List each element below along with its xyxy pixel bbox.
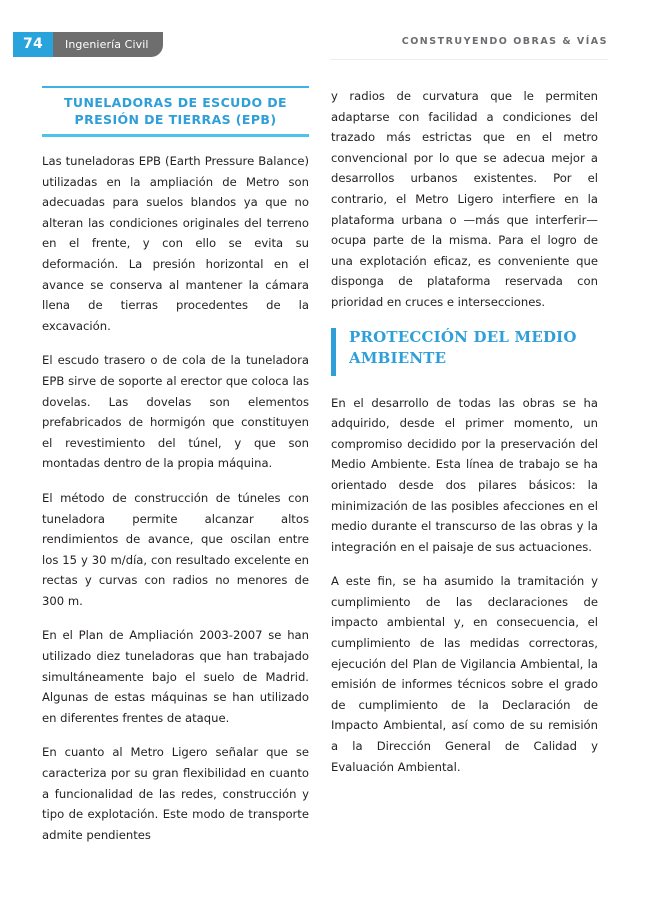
paragraph: A este fin, se ha asumido la tramitación y cumplimiento de las declaraciones de impacto ambiental y, en consecuencia, el cumplimiento de las medidas correctoras, ejecución del Plan de Vigilancia Ambiental, la emisión de informes técnicos sobre el grado de cumplimiento de la Declaración de Impacto Ambiental, así como de su remisión a la Dirección General de Calidad y Evaluación Ambiental. [331,574,598,774]
heading-rule-bottom [42,134,309,137]
paragraph: En el desarrollo de todas las obras se ha adquirido, desde el primer momento, un compromiso decidido por la preservación del Medio Ambiente. Esta línea de trabajo se ha orientado desde dos pilares básicos: la minimización de las posibles afecciones en el medio durante el transcurso de las obras y la integración en el paisaje de sus actuaciones. [331,395,598,554]
paragraph: En cuanto al Metro Ligero señalar que se caracteriza por su gran flexibilidad en cuanto a funcionalidad de las redes, construcción y tipo de explotación. Este modo de transporte admite pendientes [42,745,309,842]
right-column [331,86,598,777]
heading-accent-bar [331,328,336,376]
header-divider [330,59,608,60]
heading-text-tuneladoras: TUNELADORAS DE ESCUDO DE PRESIÓN DE TIERRAS (EPB) [64,95,287,127]
left-column [42,86,309,845]
left-column-heading [42,86,309,137]
right-column-heading [331,327,598,371]
page-header [0,0,650,68]
paragraph: En el Plan de Ampliación 2003-2007 se han utilizado diez tuneladoras que han trabajado simultáneamente bajo el suelo de Madrid. Algunas de estas máquinas se han utilizado en diferentes frentes de ataque. [42,628,309,725]
paragraph: Las tuneladoras EPB (Earth Pressure Balance) utilizadas en la ampliación de Metro son adecuadas para suelos blandos ya que no alteran las condiciones originales del terreno en el frente, y con ello se evita su deformación. La presión horizontal en el avance se conserva al mantener la cámara llena de tierras procedentes de la excavación. [42,154,309,333]
paragraph: El método de construcción de túneles con tuneladora permite alcanzar altos rendimientos de avance, que oscilan entre los 15 y 30 m/día, con resultado excelente en rectas y curvas con radios no menores de 300 m. [42,490,309,608]
section-tab: Ingeniería Civil [53,32,163,57]
paragraph: El escudo trasero o de cola de la tuneladora EPB sirve de soporte al erector que coloca las dovelas. Las dovelas son elementos prefabricados de hormigón que constituyen el revestimiento del túnel, y que son montadas dentro de la propia máquina. [42,353,309,471]
page-number-badge: 74 [13,32,53,57]
publication-title: CONSTRUYENDO OBRAS & VÍAS [401,36,608,47]
heading-text-proteccion-medio-ambiente: PROTECCIÓN DEL MEDIO AMBIENTE [349,327,577,367]
paragraph-continued: y radios de curvatura que le permiten adaptarse con facilidad a condiciones del trazado más estrictas que en el metro convencional por lo que se adecua mejor a desarrollos urbanos existentes. Por el contrario, el Metro Ligero interfiere en la plataforma urbana o —más que interferir— ocupa parte de la misma. Para el logro de una explotación eficaz, es conveniente que disponga de plataforma reservada con prioridad en cruces e intersecciones. [331,89,598,309]
